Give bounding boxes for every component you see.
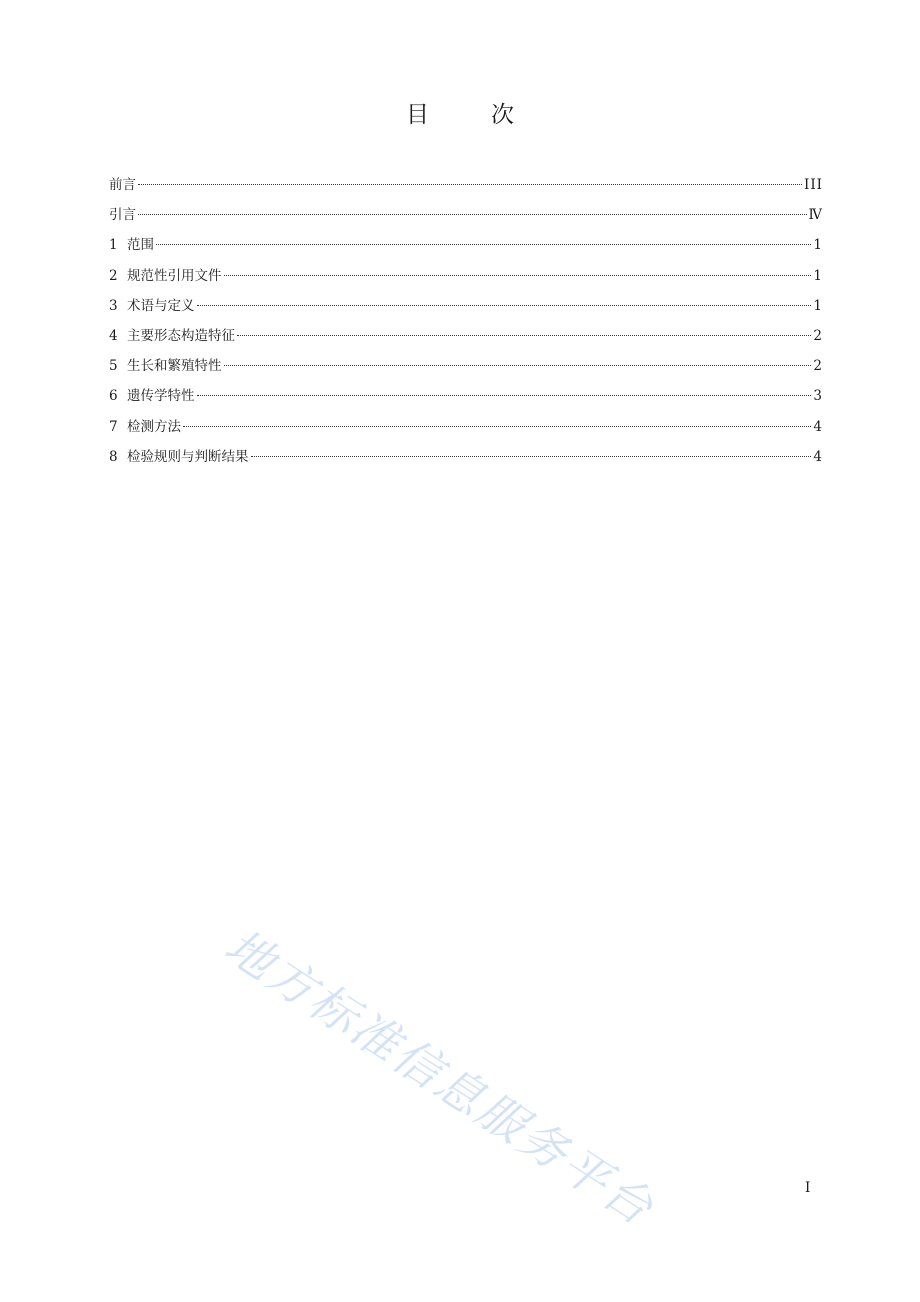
toc-dot-leader: [197, 395, 812, 396]
toc-entry-number: 6: [109, 388, 118, 405]
toc-entry-label: 检验规则与判断结果: [127, 448, 249, 465]
toc-entry-foreword[interactable]: [109, 175, 823, 205]
toc-dot-leader: [138, 214, 807, 215]
watermark: 地方标准信息服务平台: [214, 918, 665, 1238]
toc-entry-label: 主要形态构造特征: [127, 327, 235, 344]
toc-entry-page: Ⅳ: [808, 207, 823, 224]
toc-entry-morphology[interactable]: [109, 326, 823, 356]
toc-entry-label: 遗传学特性: [127, 388, 195, 405]
toc-entry-genetics[interactable]: [109, 386, 823, 416]
toc-entry-number: 3: [109, 297, 118, 314]
toc-entry-page: 4: [813, 448, 823, 465]
toc-dot-leader: [224, 275, 812, 276]
toc-entry-number: 5: [109, 358, 118, 375]
toc-dot-leader: [138, 184, 802, 185]
toc-dot-leader: [183, 426, 811, 427]
toc-entry-number: 1: [109, 237, 118, 254]
toc-dot-leader: [237, 335, 811, 336]
toc-entry-page: 2: [813, 358, 823, 375]
table-of-contents: [109, 175, 823, 477]
toc-dot-leader: [156, 244, 811, 245]
toc-entry-page: 1: [813, 237, 823, 254]
toc-entry-number: 7: [109, 418, 118, 435]
toc-entry-number: 2: [109, 267, 118, 284]
toc-entry-inspection-rules[interactable]: [109, 447, 823, 477]
page-number: I: [805, 1180, 811, 1196]
toc-entry-scope[interactable]: [109, 235, 823, 265]
toc-entry-label: 检测方法: [127, 418, 181, 435]
toc-dot-leader: [197, 305, 812, 306]
toc-entry-label: 范围: [127, 237, 154, 254]
toc-entry-page: 1: [813, 267, 823, 284]
toc-dot-leader: [224, 365, 812, 366]
toc-entry-normative-references[interactable]: [109, 266, 823, 296]
toc-entry-label: 规范性引用文件: [127, 267, 222, 284]
toc-entry-page: 1: [813, 297, 823, 314]
toc-entry-number: 4: [109, 327, 118, 344]
toc-entry-introduction[interactable]: [109, 205, 823, 235]
page-title: [0, 96, 920, 129]
toc-dot-leader: [251, 456, 812, 457]
toc-entry-page: 3: [813, 388, 823, 405]
toc-entry-label: 前言: [109, 177, 136, 193]
toc-entry-page: 4: [813, 418, 823, 435]
toc-entry-number: 8: [109, 448, 118, 465]
toc-entry-page: III: [804, 177, 823, 193]
toc-entry-terms-definitions[interactable]: [109, 296, 823, 326]
toc-entry-test-methods[interactable]: [109, 417, 823, 447]
toc-entry-label: 引言: [109, 207, 136, 224]
toc-entry-label: 生长和繁殖特性: [127, 358, 222, 375]
title-char-2: 次: [491, 102, 514, 128]
toc-entry-label: 术语与定义: [127, 297, 195, 314]
title-char-1: 目: [406, 102, 429, 128]
toc-entry-page: 2: [813, 327, 823, 344]
toc-entry-growth-reproduction[interactable]: [109, 356, 823, 386]
